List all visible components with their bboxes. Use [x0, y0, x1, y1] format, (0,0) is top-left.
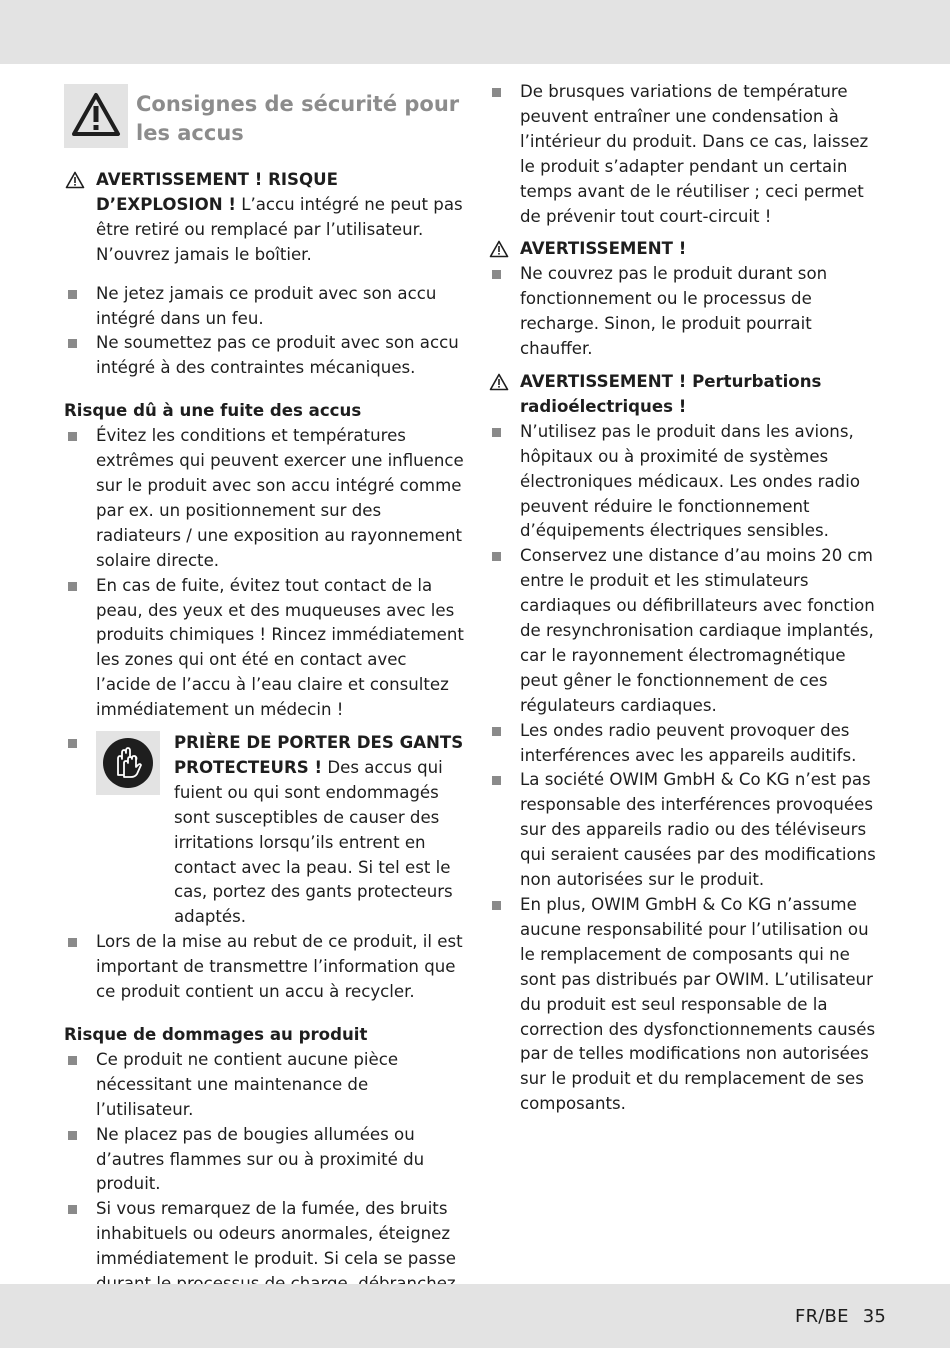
warning-triangle-icon [65, 171, 85, 189]
overheat-warning-label: AVERTISSEMENT ! [520, 239, 687, 259]
list-item: Évitez les conditions et températures extrêmes qui peuvent exercer une influence sur le produit avec son accu intégré comme par ex. un positionnement sur des radiateurs / une exposition au rayonnement solaire directe. [64, 424, 464, 573]
header-band [0, 0, 950, 64]
explosion-warning-label: AVERTISSEMENT ! RISQUE D’EXPLOSION ! [96, 170, 338, 214]
list-item: La société OWIM GmbH & Co KG n’est pas responsable des interférences provoquées sur des appareils radio ou des téléviseurs qui seraient causées par des modifications non autorisées sur le produit. [488, 768, 888, 893]
leak-heading: Risque dû à une fuite des accus [64, 401, 362, 421]
page-number: 35 [862, 1306, 886, 1327]
overheat-warning [488, 237, 888, 262]
right-column [488, 80, 888, 1117]
warning-triangle-icon [489, 240, 509, 258]
list-item: Les ondes radio peuvent provoquer des interférences avec les appareils auditifs. [488, 719, 888, 769]
list-item: Ce produit ne contient aucune pièce nécessitant une maintenance de l’utilisateur. [64, 1048, 464, 1123]
footer-locale: FR/BE [795, 1306, 849, 1327]
explosion-warning [64, 168, 464, 268]
list-item: Si vous remarquez de la fumée, des bruits inhabituels ou odeurs anormales, éteignez immédiatement le produit. Si cela se passe [64, 1197, 464, 1322]
gloves-icon [96, 731, 160, 795]
list-item: N’utilisez pas le produit dans les avions, hôpitaux ou à proximité de systèmes électroniques médicaux. Les ondes radio peuvent réduire le fonctionnement d’équipements électriques sensibles. [488, 420, 888, 545]
list-item: De brusques variations de température peuvent entraîner une condensation à l’intérieur du produit. Dans ce cas, laissez le produit s’adapter pendant un certain temps avant de le réutiliser ; ceci permet de prévenir tout court-circuit ! [488, 80, 888, 229]
list-item: Ne placez pas de bougies allumées ou d’autres flammes sur ou à proximité du produit. [64, 1123, 464, 1198]
list-item: En plus, OWIM GmbH & Co KG n’assume aucune responsabilité pour l’utilisation ou le remplacement de composants qui ne sont pas distribués par OWIM. L’utilisateur du produit est seul responsable de la correction des dysfonctionnements causés par de telles modifications non autorisées sur le produit et du remplacement de ses composants. [488, 893, 888, 1117]
page-footer [795, 1306, 886, 1327]
section-header [64, 84, 464, 150]
list-item: En cas de fuite, évitez tout contact de la peau, des yeux et des muqueuses avec les produits chimiques ! Rincez immédiatement les zones qui ont été en contact avec l’acide de l’accu à l’eau claire et consultez immédiatement un médecin ! [64, 574, 464, 723]
warning-triangle-icon [489, 373, 509, 391]
radio-warning [488, 370, 888, 420]
radio-warning-label: AVERTISSEMENT ! Perturbations radioélectriques ! [520, 371, 822, 416]
list-item: Lors de la mise au rebut de ce produit, il est important de transmettre l’information que ce produit contient un accu à recycler. [64, 930, 464, 1005]
section-title: Consignes de sécurité pour les accus [136, 92, 460, 145]
damage-heading: Risque de dommages au produit [64, 1025, 368, 1044]
gloves-warning [64, 731, 464, 930]
list-item: Ne jetez jamais ce produit avec son accu intégré dans un feu. [64, 282, 464, 332]
list-item: Conservez une distance d’au moins 20 cm entre le produit et les stimulateurs cardiaques ou défibrillateurs avec fonction de resynchronisation cardiaque implantés, car le rayonnement électromagnétique peut gêner le fonctionnement de ces régulateurs cardiaques. [488, 544, 888, 718]
warning-triangle-icon [64, 84, 128, 148]
gloves-warning-label: PRIÈRE DE PORTER DES GANTS PROTECTEURS ! [174, 733, 464, 777]
list-item: Ne couvrez pas le produit durant son fonctionnement ou le processus de recharge. Sinon, le produit pourrait chauffer. [488, 262, 888, 362]
left-column [64, 80, 464, 1322]
gloves-warning-text: Des accus qui fuient ou qui sont endommagés sont susceptibles de causer des irritations lorsqu’ils entrent en contact avec la peau. Si tel est le cas, portez des gants protecteurs adaptés. [174, 757, 453, 927]
list-item: Ne soumettez pas ce produit avec son accu intégré à des contraintes mécaniques. [64, 331, 464, 381]
explosion-warning-text: L’accu intégré ne peut pas être retiré ou remplacé par l’utilisateur. N’ouvrez jamais le boîtier. [96, 194, 463, 264]
